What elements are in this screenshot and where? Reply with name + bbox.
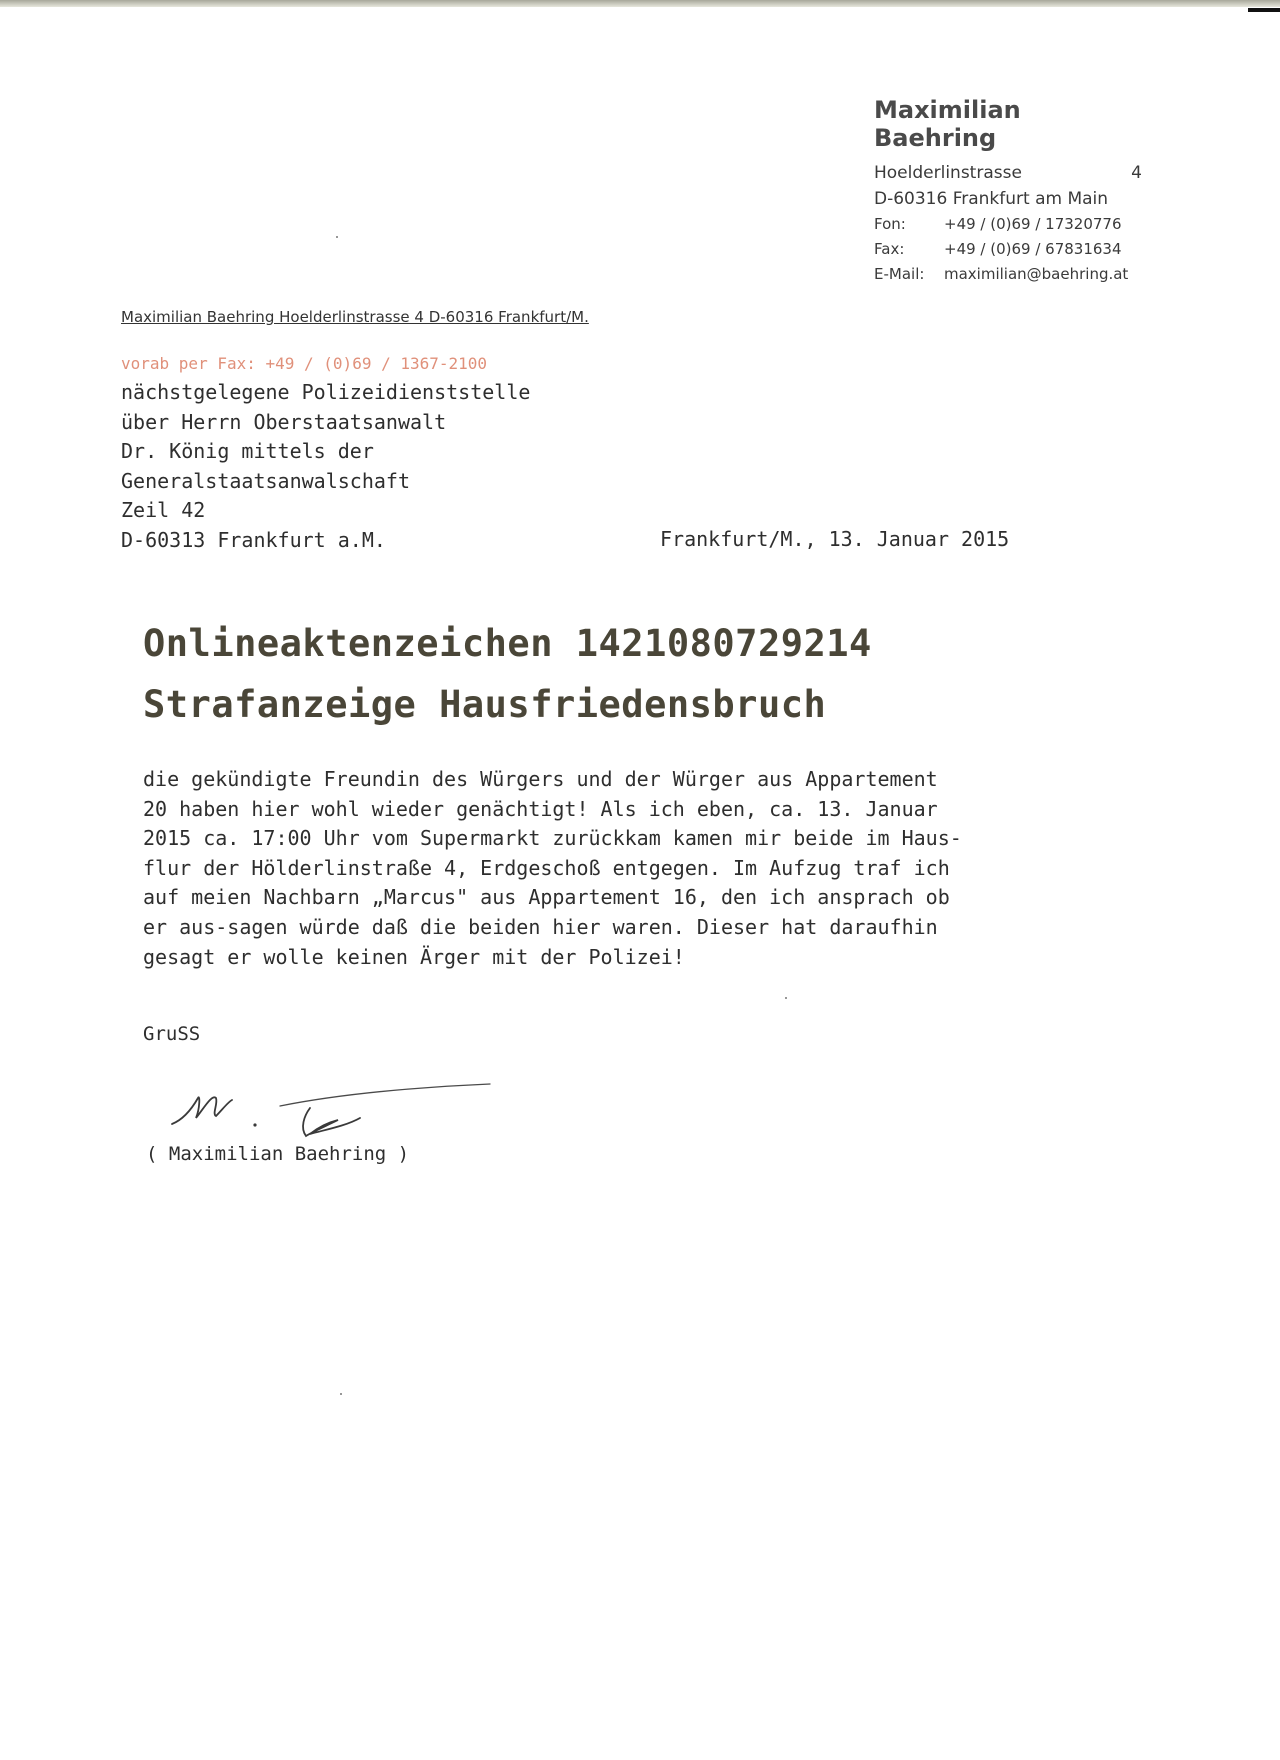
sender-phone-label: Fon: xyxy=(874,215,906,233)
sender-email-label: E-Mail: xyxy=(874,265,925,283)
sender-fax-row xyxy=(874,237,1144,262)
sender-fax: +49 / (0)69 / 67831634 xyxy=(944,240,1122,258)
body-line: 20 haben hier wohl wieder genächtigt! Als ich eben, ca. 13. Januar xyxy=(143,796,938,821)
sender-fax-label: Fax: xyxy=(874,240,905,258)
letter-body xyxy=(143,765,1093,972)
sender-street-row xyxy=(874,160,1144,186)
recipient-address xyxy=(121,378,530,555)
body-line: 2015 ca. 17:00 Uhr vom Supermarkt zurückkam kamen mir beide im Haus- xyxy=(143,826,962,851)
scan-edge-top xyxy=(0,0,1280,7)
scan-edge-mark xyxy=(1248,8,1280,12)
body-line: er aus-sagen würde daß die beiden hier waren. Dieser hat daraufhin xyxy=(143,914,938,939)
sender-street: Hoelderlinstrasse xyxy=(874,163,1022,183)
scan-speck xyxy=(336,236,338,238)
recipient-line: Generalstaatsanwalschaft xyxy=(121,468,410,493)
handwritten-signature xyxy=(160,1068,500,1146)
return-address-line: Maximilian Baehring Hoelderlinstrasse 4 D-60316 Frankfurt/M. xyxy=(121,308,589,326)
recipient-line: D-60313 Frankfurt a.M. xyxy=(121,527,386,552)
sender-name: Maximilian Baehring xyxy=(874,96,1021,152)
subject-line: Onlineaktenzeichen 1421080729214 xyxy=(143,622,872,665)
sender-letterhead xyxy=(874,96,1144,287)
scan-speck xyxy=(340,1393,342,1395)
body-line: flur der Hölderlinstraße 4, Erdgeschoß entgegen. Im Aufzug traf ich xyxy=(143,855,950,880)
fax-notice: vorab per Fax: +49 / (0)69 / 1367-2100 xyxy=(121,354,488,373)
sender-phone-row xyxy=(874,212,1144,237)
greeting: GruSS xyxy=(143,1023,201,1045)
subject-line: Strafanzeige Hausfriedensbruch xyxy=(143,683,827,726)
subject-block xyxy=(143,613,872,735)
sender-city: D-60316 Frankfurt am Main xyxy=(874,189,1109,209)
signer-name: ( Maximilian Baehring ) xyxy=(146,1143,410,1165)
scan-speck xyxy=(785,997,787,999)
letter-date: Frankfurt/M., 13. Januar 2015 xyxy=(660,527,1010,551)
body-line: auf meien Nachbarn „Marcus" aus Appartement 16, den ich ansprach ob xyxy=(143,885,950,910)
body-line: gesagt er wolle keinen Ärger mit der Polizei! xyxy=(143,944,685,969)
sender-email-row xyxy=(874,262,1144,287)
recipient-line: Dr. König mittels der xyxy=(121,439,374,463)
sender-email: maximilian@baehring.at xyxy=(944,265,1129,283)
recipient-line: nächstgelegene Polizeidienststelle xyxy=(121,380,531,404)
recipient-line: über Herrn Oberstaatsanwalt xyxy=(121,409,447,434)
sender-phone: +49 / (0)69 / 17320776 xyxy=(944,215,1122,233)
body-line: die gekündigte Freundin des Würgers und der Würger aus Appartement xyxy=(143,767,938,791)
recipient-line: Zeil 42 xyxy=(121,498,206,522)
sender-house-number: 4 xyxy=(1131,163,1142,183)
